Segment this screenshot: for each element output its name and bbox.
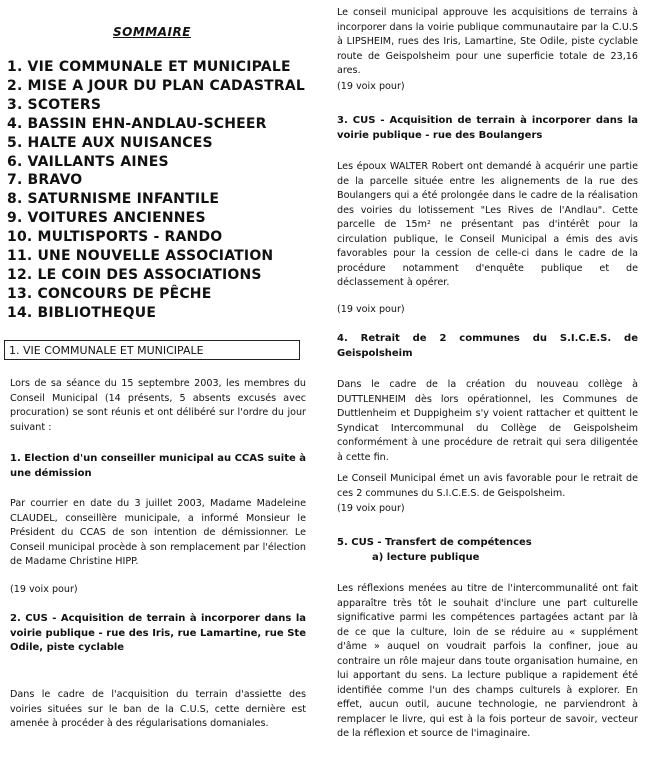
toc-item: 5. HALTE AUX NUISANCES: [7, 134, 213, 151]
item-2-decision: Le conseil municipal approuve les acquisitions de terrains à incorporer dans la voirie publique communautaire par la C.U.S à LIPSHEIM, rues des Iris, Lamartine, Ste Odile, piste cyclable route de Geispolsheim pour une superficie totale de 23,16 ares.: [337, 7, 638, 76]
toc-item: 10. MULTISPORTS - RANDO: [7, 229, 223, 246]
item-4-text: Dans le cadre de la création du nouveau collège à DUTTLENHEIM dès lors opérationnel, les Communes de Duttlenheim et Duppigheim s'y voient rattacher et quittent le Syndicat Intercommunal du Collège de Geispolsheim conformément à une procédure de retrait qui sera diligentée à cette fin.: [337, 379, 638, 463]
intro-paragraph: Lors de sa séance du 15 septembre 2003, les membres du Conseil Municipal (14 présents, 5 absents excusés avec procuration) se sont réunis et ont délibéré sur l'ordre du jour suivant :: [10, 378, 306, 433]
item-4-heading: 4. Retrait de 2 communes du S.I.C.E.S. de Geispolsheim: [337, 333, 638, 359]
item-3-text: Les époux WALTER Robert ont demandé à acquérir une partie de la parcelle située entre les alignements de la rue des Boulangers qui a été prolongée dans le cadre de la réalisation des voiries du lotissement "Les Rives de l'Andlau". Cette parcelle de 15m² ne présentant pas d'intérêt pour la circulation publique, le Conseil Municipal a émis des avis favorables pour la cession de celle-ci dans le cadre de la procédure notamment d'enquête publique et de déclassement à opérer.: [337, 161, 638, 288]
toc-item: 6. VAILLANTS AINES: [7, 153, 169, 170]
section-heading-box: 1. VIE COMMUNALE ET MUNICIPALE: [4, 340, 300, 360]
toc-item: 2. MISE A JOUR DU PLAN CADASTRAL: [7, 77, 306, 94]
sommaire-title: SOMMAIRE: [113, 25, 191, 39]
toc-item: 14. BIBLIOTHEQUE: [7, 304, 157, 321]
toc-item: 13. CONCOURS DE PÊCHE: [7, 285, 212, 302]
toc-item: 8. SATURNISME INFANTILE: [7, 191, 220, 208]
item-5-title: 5. CUS - Transfert de compétences: [337, 537, 532, 548]
item-1-text: Par courrier en date du 3 juillet 2003, Madame Madeleine CLAUDEL, conseillère municipale, a informé Monsieur le Président du CCAS de son intention de démissionner. Le Conseil municipal procède à son remplacement par l'élection de Madame Christine HIPP.: [10, 498, 306, 567]
toc-item: 1. VIE COMMUNALE ET MUNICIPALE: [7, 59, 291, 75]
toc-item: 11. UNE NOUVELLE ASSOCIATION: [7, 248, 274, 265]
toc-item: 4. BASSIN EHN-ANDLAU-SCHEER: [7, 115, 267, 132]
item-5-heading: [337, 536, 638, 565]
table-of-contents: [7, 58, 305, 323]
item-5-text: Les réflexions menées au titre de l'intercommunalité ont fait apparaître très tôt le souhait d'inclure une part culturelle significative parmi les compétences partagées actant par là de ce que la culture, loin de se réduire au « supplément d'âme » auquel on voudrait parfois la confiner, joue au contraire un rôle majeur dans toute organisation humaine, en lui apportant du sens. La lecture publique a rapidement été identifiée comme l'un des champs culturels à explorer. En effet, aucun outil, aucune technologie, ne parviendront à remplacer le livre, qui est à la fois porteur de savoir, vecteur de la réflexion et source de l'imaginaire.: [337, 583, 638, 739]
item-3-heading: 3. CUS - Acquisition de terrain à incorporer dans la voirie publique - rue des Boulangers: [337, 115, 638, 141]
item-1-vote: (19 voix pour): [10, 584, 78, 595]
item-1-heading: 1. Election d'un conseiller municipal au CCAS suite à une démission: [10, 453, 306, 479]
item-2-vote: (19 voix pour): [337, 81, 405, 92]
item-2-heading: 2. CUS - Acquisition de terrain à incorporer dans la voirie publique - rue des Iris, rue Lamartine, rue Ste Odile, piste cyclable: [10, 613, 306, 653]
toc-item: 12. LE COIN DES ASSOCIATIONS: [7, 266, 262, 283]
toc-item: 9. VOITURES ANCIENNES: [7, 210, 206, 227]
item-2-text: Dans le cadre de l'acquisition du terrain d'assiette des voiries situées sur le ban de la C.U.S, cette dernière est amenée à procéder à des régularisations domaniales.: [10, 689, 306, 729]
toc-item: 3. SCOTERS: [7, 96, 102, 113]
item-3-vote: (19 voix pour): [337, 304, 405, 315]
item-5-subtitle: a) lecture publique: [372, 551, 480, 563]
item-4-decision: Le Conseil Municipal émet un avis favorable pour le retrait de ces 2 communes du S.I.C.E.S. de Geispolsheim.: [337, 473, 638, 499]
toc-item: 7. BRAVO: [7, 172, 83, 189]
item-4-vote: (19 voix pour): [337, 503, 405, 514]
